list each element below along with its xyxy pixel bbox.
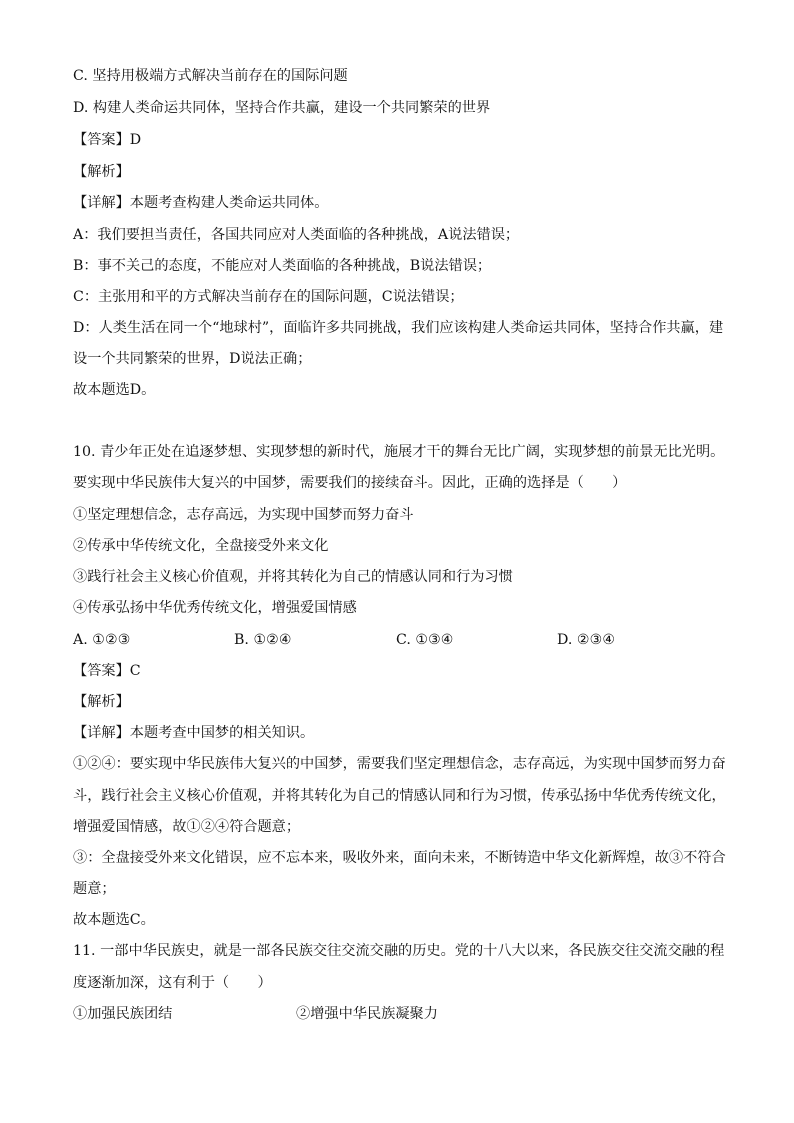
q9-option-d: D. 构建人类命运共同体，坚持合作共赢，建设一个共同繁荣的世界 [73,100,491,116]
q11-item-2: ②增强中华民族凝聚力 [296,1006,438,1022]
q9-detail: 【详解】本题考查构建人类命运共同体。 [73,195,329,211]
q9-conclusion: 故本题选D。 [73,382,156,398]
q9-option-c: C. 坚持用极端方式解决当前存在的国际问题 [73,68,348,84]
q10-choice-c: C. ①③④ [396,632,454,648]
q10-item-3: ③践行社会主义核心价值观，并将其转化为自己的情感认同和行为习惯 [73,569,513,585]
q10-item-1: ①坚定理想信念，志存高远，为实现中国梦而努力奋斗 [73,507,414,523]
q9-answer: 【答案】D [73,132,142,148]
q10-explain-1-line2: 斗，践行社会主义核心价值观，并将其转化为自己的情感认同和行为习惯，传承弘扬中华优秀传统文化， [73,788,726,804]
q10-analysis-label: 【解析】 [73,694,130,710]
q10-explain-2-line2: 题意； [73,881,116,897]
q9-explain-d-line1: D：人类生活在同一个“地球村”，面临许多共同挑战，我们应该构建人类命运共同体，坚持合作共赢，建 [73,320,724,336]
q10-choice-d: D. ②③④ [557,632,616,648]
q10-stem-line1: 10. 青少年正处在追逐梦想、实现梦想的新时代，施展才干的舞台无比广阔，实现梦想的前景无比光明。 [73,444,725,460]
q10-explain-1-line1: ①②④：要实现中华民族伟大复兴的中国梦，需要我们坚定理想信念，志存高远，为实现中国梦而努力奋 [73,756,726,772]
q9-explain-a: A：我们要担当责任，各国共同应对人类面临的各种挑战，A说法错误； [73,227,520,243]
q11-stem-line2: 度逐渐加深，这有利于（ ） [73,975,272,991]
q10-stem-line2: 要实现中华民族伟大复兴的中国梦，需要我们的接续奋斗。因此，正确的选择是（ ） [73,475,627,491]
q10-detail: 【详解】本题考查中国梦的相关知识。 [73,725,315,741]
q10-item-2: ②传承中华传统文化，全盘接受外来文化 [73,538,329,554]
q10-answer: 【答案】C [73,663,141,679]
q11-item-1: ①加强民族团结 [73,1006,173,1022]
q9-explain-d-line2: 设一个共同繁荣的世界，D说法正确； [73,351,312,367]
q9-explain-b: B：事不关己的态度，不能应对人类面临的各种挑战，B说法错误； [73,258,492,274]
q10-item-4: ④传承弘扬中华优秀传统文化，增强爱国情感 [73,600,357,616]
q10-explain-2-line1: ③：全盘接受外来文化错误，应不忘本来，吸收外来，面向未来，不断铸造中华文化新辉煌，故③不符合 [73,850,726,866]
q10-choice-a: A. ①②③ [73,632,131,648]
q10-explain-1-line3: 增强爱国情感，故①②④符合题意； [73,819,301,835]
q10-conclusion: 故本题选C。 [73,912,155,928]
q9-analysis-label: 【解析】 [73,164,130,180]
q11-stem-line1: 11. 一部中华民族史，就是一部各民族交往交流交融的历史。党的十八大以来，各民族交往交流交融的程 [73,943,725,959]
q10-choice-b: B. ①②④ [234,632,292,648]
q9-explain-c: C：主张用和平的方式解决当前存在的国际问题，C说法错误； [73,289,464,305]
